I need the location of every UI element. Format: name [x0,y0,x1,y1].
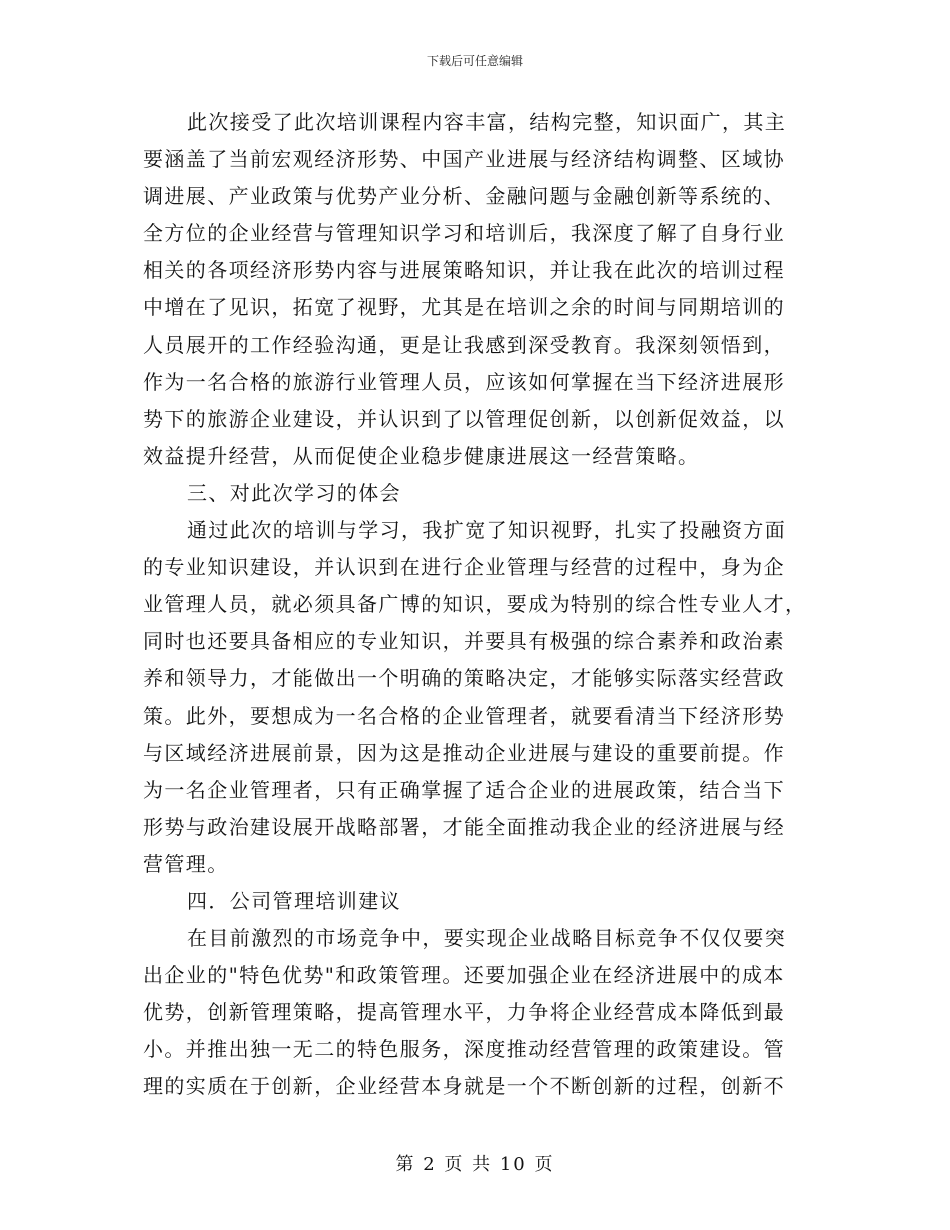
paragraph-line: 中增在了见识，拓宽了视野，尤其是在培训之余的时间与同期培训的 [143,295,785,320]
paragraph-line: 人员展开的工作经验沟通，更是让我感到深受教育。我深刻领悟到， [143,332,785,357]
section-heading: 四．公司管理培训建议 [187,888,401,913]
paragraph-line: 势下的旅游企业建设，并认识到了以管理促创新，以创新促效益，以 [143,406,785,431]
paragraph-line: 为一名企业管理者，只有正确掌握了适合企业的进展政策，结合当下 [143,777,785,802]
paragraph-line: 相关的各项经济形势内容与进展策略知识，并让我在此次的培训过程 [143,258,785,283]
paragraph-line: 理的实质在于创新，企业经营本身就是一个不断创新的过程，创新不 [143,1074,785,1099]
paragraph-line: 通过此次的培训与学习，我扩宽了知识视野，扎实了投融资方面 [187,518,787,543]
paragraph-line: 策。此外，要想成为一名合格的企业管理者，就要看清当下经济形势 [143,703,785,728]
page-header: 下载后可任意编辑 [426,54,523,68]
body-text [143,104,807,1106]
paragraph-line: 业管理人员，就必须具备广博的知识，要成为特别的综合性专业人才， [143,592,807,617]
paragraph-line: 在目前激烈的市场竞争中，要实现企业战略目标竞争不仅仅要突 [187,926,787,951]
paragraph-line: 小。并推出独一无二的特色服务，深度推动经营管理的政策建设。管 [143,1037,785,1062]
paragraph-line: 形势与政治建设展开战略部署，才能全面推动我企业的经济进展与经 [143,814,785,839]
paragraph-line: 优势，创新管理策略，提高管理水平，力争将企业经营成本降低到最 [143,1000,785,1025]
paragraph-line: 同时也还要具备相应的专业知识，并要具有极强的综合素养和政治素 [143,629,785,654]
paragraph-line: 养和领导力，才能做出一个明确的策略决定，才能够实际落实经营政 [143,666,785,691]
paragraph-line: 要涵盖了当前宏观经济形势、中国产业进展与经济结构调整、区域协 [143,147,785,172]
page-number-footer: 第 2 页 共 10 页 [395,1154,555,1175]
paragraph-line: 与区域经济进展前景，因为这是推动企业进展与建设的重要前提。作 [143,740,785,765]
section-heading: 三、对此次学习的体会 [187,480,401,505]
paragraph-line: 出企业的"特色优势"和政策管理。还要加强企业在经济进展中的成本 [143,963,785,988]
paragraph-line: 调进展、产业政策与优势产业分析、金融问题与金融创新等系统的、 [143,184,785,209]
paragraph-line: 的专业知识建设，并认识到在进行企业管理与经营的过程中，身为企 [143,555,785,580]
paragraph-line: 营管理。 [143,851,229,876]
paragraph-line: 全方位的企业经营与管理知识学习和培训后，我深度了解了自身行业 [143,221,785,246]
paragraph-line: 作为一名合格的旅游行业管理人员，应该如何掌握在当下经济进展形 [143,369,785,394]
paragraph-line: 此次接受了此次培训课程内容丰富，结构完整，知识面广，其主 [187,110,787,134]
paragraph-line: 效益提升经营，从而促使企业稳步健康进展这一经营策略。 [143,443,700,468]
